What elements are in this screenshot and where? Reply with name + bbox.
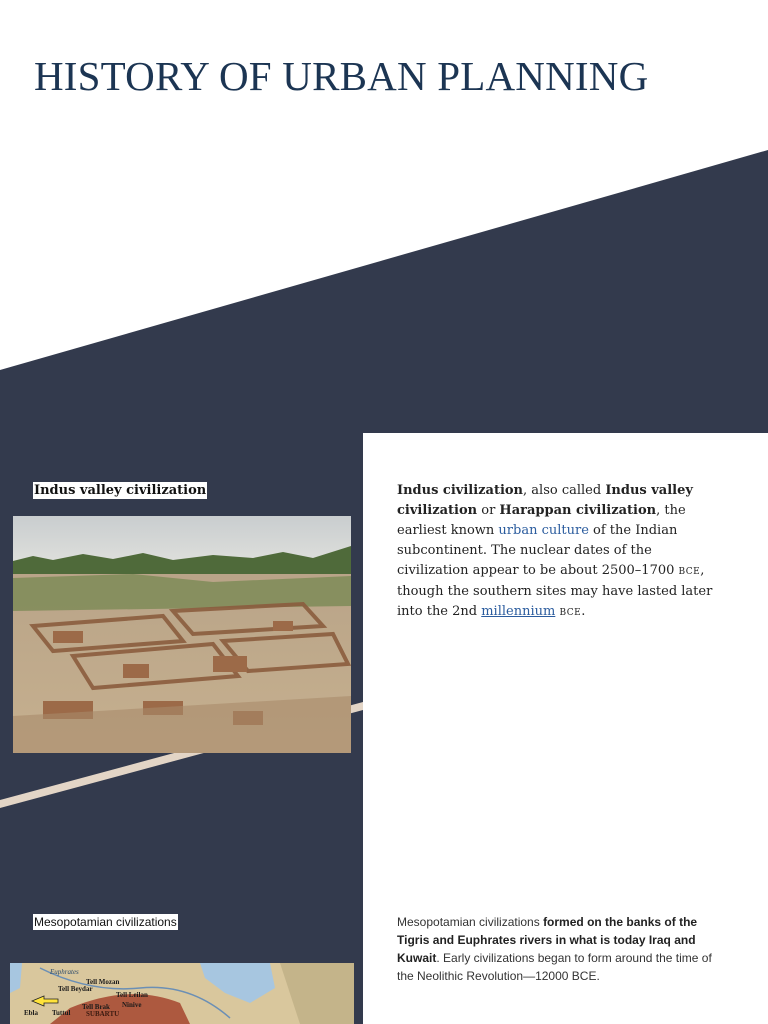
text-run: of the Indian subcontinent. The nuclear dates of the civilization appear to be about 2500–1700 <box>397 523 679 578</box>
map-label: Ninive <box>122 1001 142 1009</box>
urban-culture-link[interactable]: urban culture <box>498 523 589 538</box>
text-bold: Indus civilization <box>397 483 524 498</box>
millennium-link[interactable]: millennium <box>481 604 556 619</box>
text-bold: formed on the banks of the Tigris and Euphrates rivers in what is today Iraq and Kuwait <box>397 915 698 965</box>
text-bold: Indus valley civilization <box>397 483 693 518</box>
harappa-ruins-photo <box>13 516 351 753</box>
text-run: Mesopotamian civilizations <box>397 915 544 929</box>
text-run: , though the southern sites may have lasted later into the 2nd <box>397 563 713 619</box>
text-run: , the earliest known <box>397 503 686 538</box>
text-run: or <box>477 503 500 518</box>
map-label: Tell Leilan <box>116 991 148 999</box>
page-title: HISTORY OF URBAN PLANNING <box>34 53 649 99</box>
indus-section-label: Indus valley civilization <box>34 483 207 498</box>
text-bold: Harappan civilization <box>499 503 657 518</box>
map-label: Tell Brak <box>82 1003 110 1011</box>
map-label: Tell Beydar <box>58 985 93 993</box>
map-label: SUBARTU <box>86 1010 120 1018</box>
map-label: Euphrates <box>50 968 79 976</box>
mesopotamia-map <box>10 963 354 1024</box>
text-run: , also called <box>523 483 606 498</box>
text-run: BCE <box>678 567 701 577</box>
meso-description <box>397 913 727 985</box>
indus-description <box>397 481 727 623</box>
text-run: . <box>581 604 586 619</box>
map-label: Ebla <box>24 1009 39 1017</box>
text-run: . Early civilizations began to form around the time of the Neolithic Revolution—12000 BCE. <box>397 951 712 983</box>
meso-section-label: Mesopotamian civilizations <box>34 915 177 929</box>
text-run: BCE <box>559 608 582 618</box>
map-label: Tell Mozan <box>86 978 120 986</box>
map-label: Tuttul <box>52 1009 71 1017</box>
